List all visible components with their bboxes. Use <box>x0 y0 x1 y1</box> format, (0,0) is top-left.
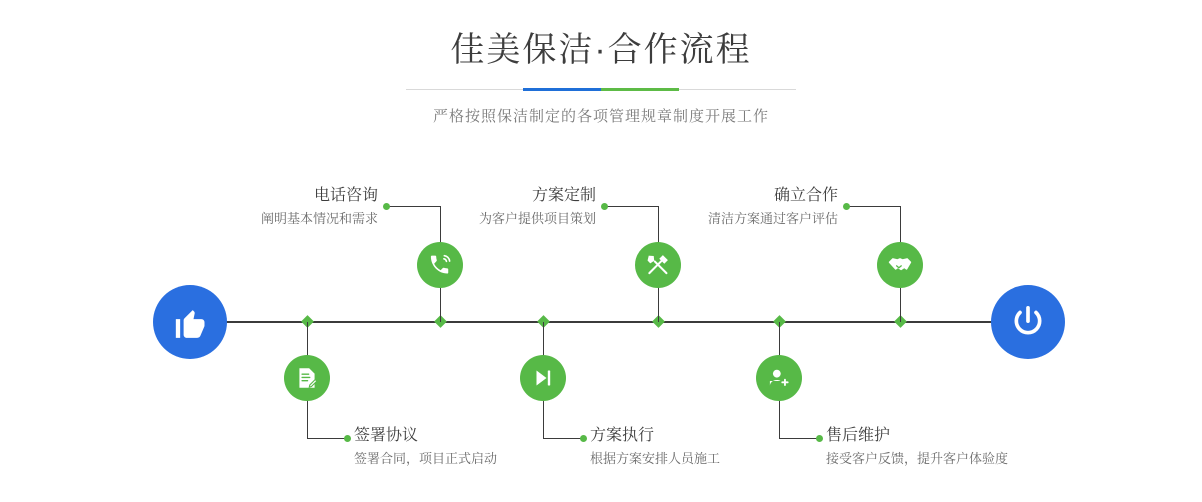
step-3-icon-node <box>635 242 681 288</box>
customer-support-icon <box>766 365 792 391</box>
page-subtitle: 严格按照保洁制定的各项管理规章制度开展工作 <box>432 108 769 125</box>
document-edit-icon <box>294 365 320 391</box>
step-2-title: 签署协议 <box>354 427 419 444</box>
step-2-desc: 签署合同，项目正式启动 <box>354 451 498 466</box>
step-1-icon-node <box>417 242 463 288</box>
step-5-connector-dot <box>843 203 850 210</box>
page-title: 佳美保洁·合作流程 <box>450 31 752 69</box>
step-3-label <box>336 185 596 229</box>
step-4-desc: 根据方案安排人员施工 <box>590 451 721 466</box>
thumbs-up-icon <box>170 302 210 342</box>
phone-call-icon <box>427 252 453 278</box>
step-6-icon-node <box>756 355 802 401</box>
step-6-label <box>826 425 1156 469</box>
step-1-title: 电话咨询 <box>313 187 378 204</box>
step-5-desc: 清洁方案通过客户评估 <box>707 211 838 226</box>
tools-icon <box>645 252 671 278</box>
step-6-desc: 接受客户反馈，提升客户体验度 <box>826 451 1009 466</box>
play-forward-icon <box>531 366 555 390</box>
step-5-label <box>578 185 838 229</box>
step-3-title: 方案定制 <box>531 187 596 204</box>
step-4-connector-horizontal <box>543 438 583 439</box>
step-5-icon-node <box>877 242 923 288</box>
step-3-desc: 为客户提供项目策划 <box>478 211 596 226</box>
step-4-title: 方案执行 <box>590 427 655 444</box>
step-6-connector-dot <box>816 435 823 442</box>
step-4-connector-dot <box>580 435 587 442</box>
flow-end-node <box>991 285 1065 359</box>
handshake-icon <box>887 252 913 278</box>
power-icon <box>1008 302 1048 342</box>
step-1-desc: 阐明基本情况和需求 <box>260 211 378 226</box>
flow-start-node <box>153 285 227 359</box>
step-6-connector-horizontal <box>779 438 819 439</box>
step-6-title: 售后维护 <box>826 427 891 444</box>
step-2-connector-horizontal <box>307 438 347 439</box>
step-4-icon-node <box>520 355 566 401</box>
step-2-connector-dot <box>344 435 351 442</box>
step-5-title: 确立合作 <box>773 187 838 204</box>
step-2-icon-node <box>284 355 330 401</box>
step-5-connector-horizontal <box>846 206 901 207</box>
